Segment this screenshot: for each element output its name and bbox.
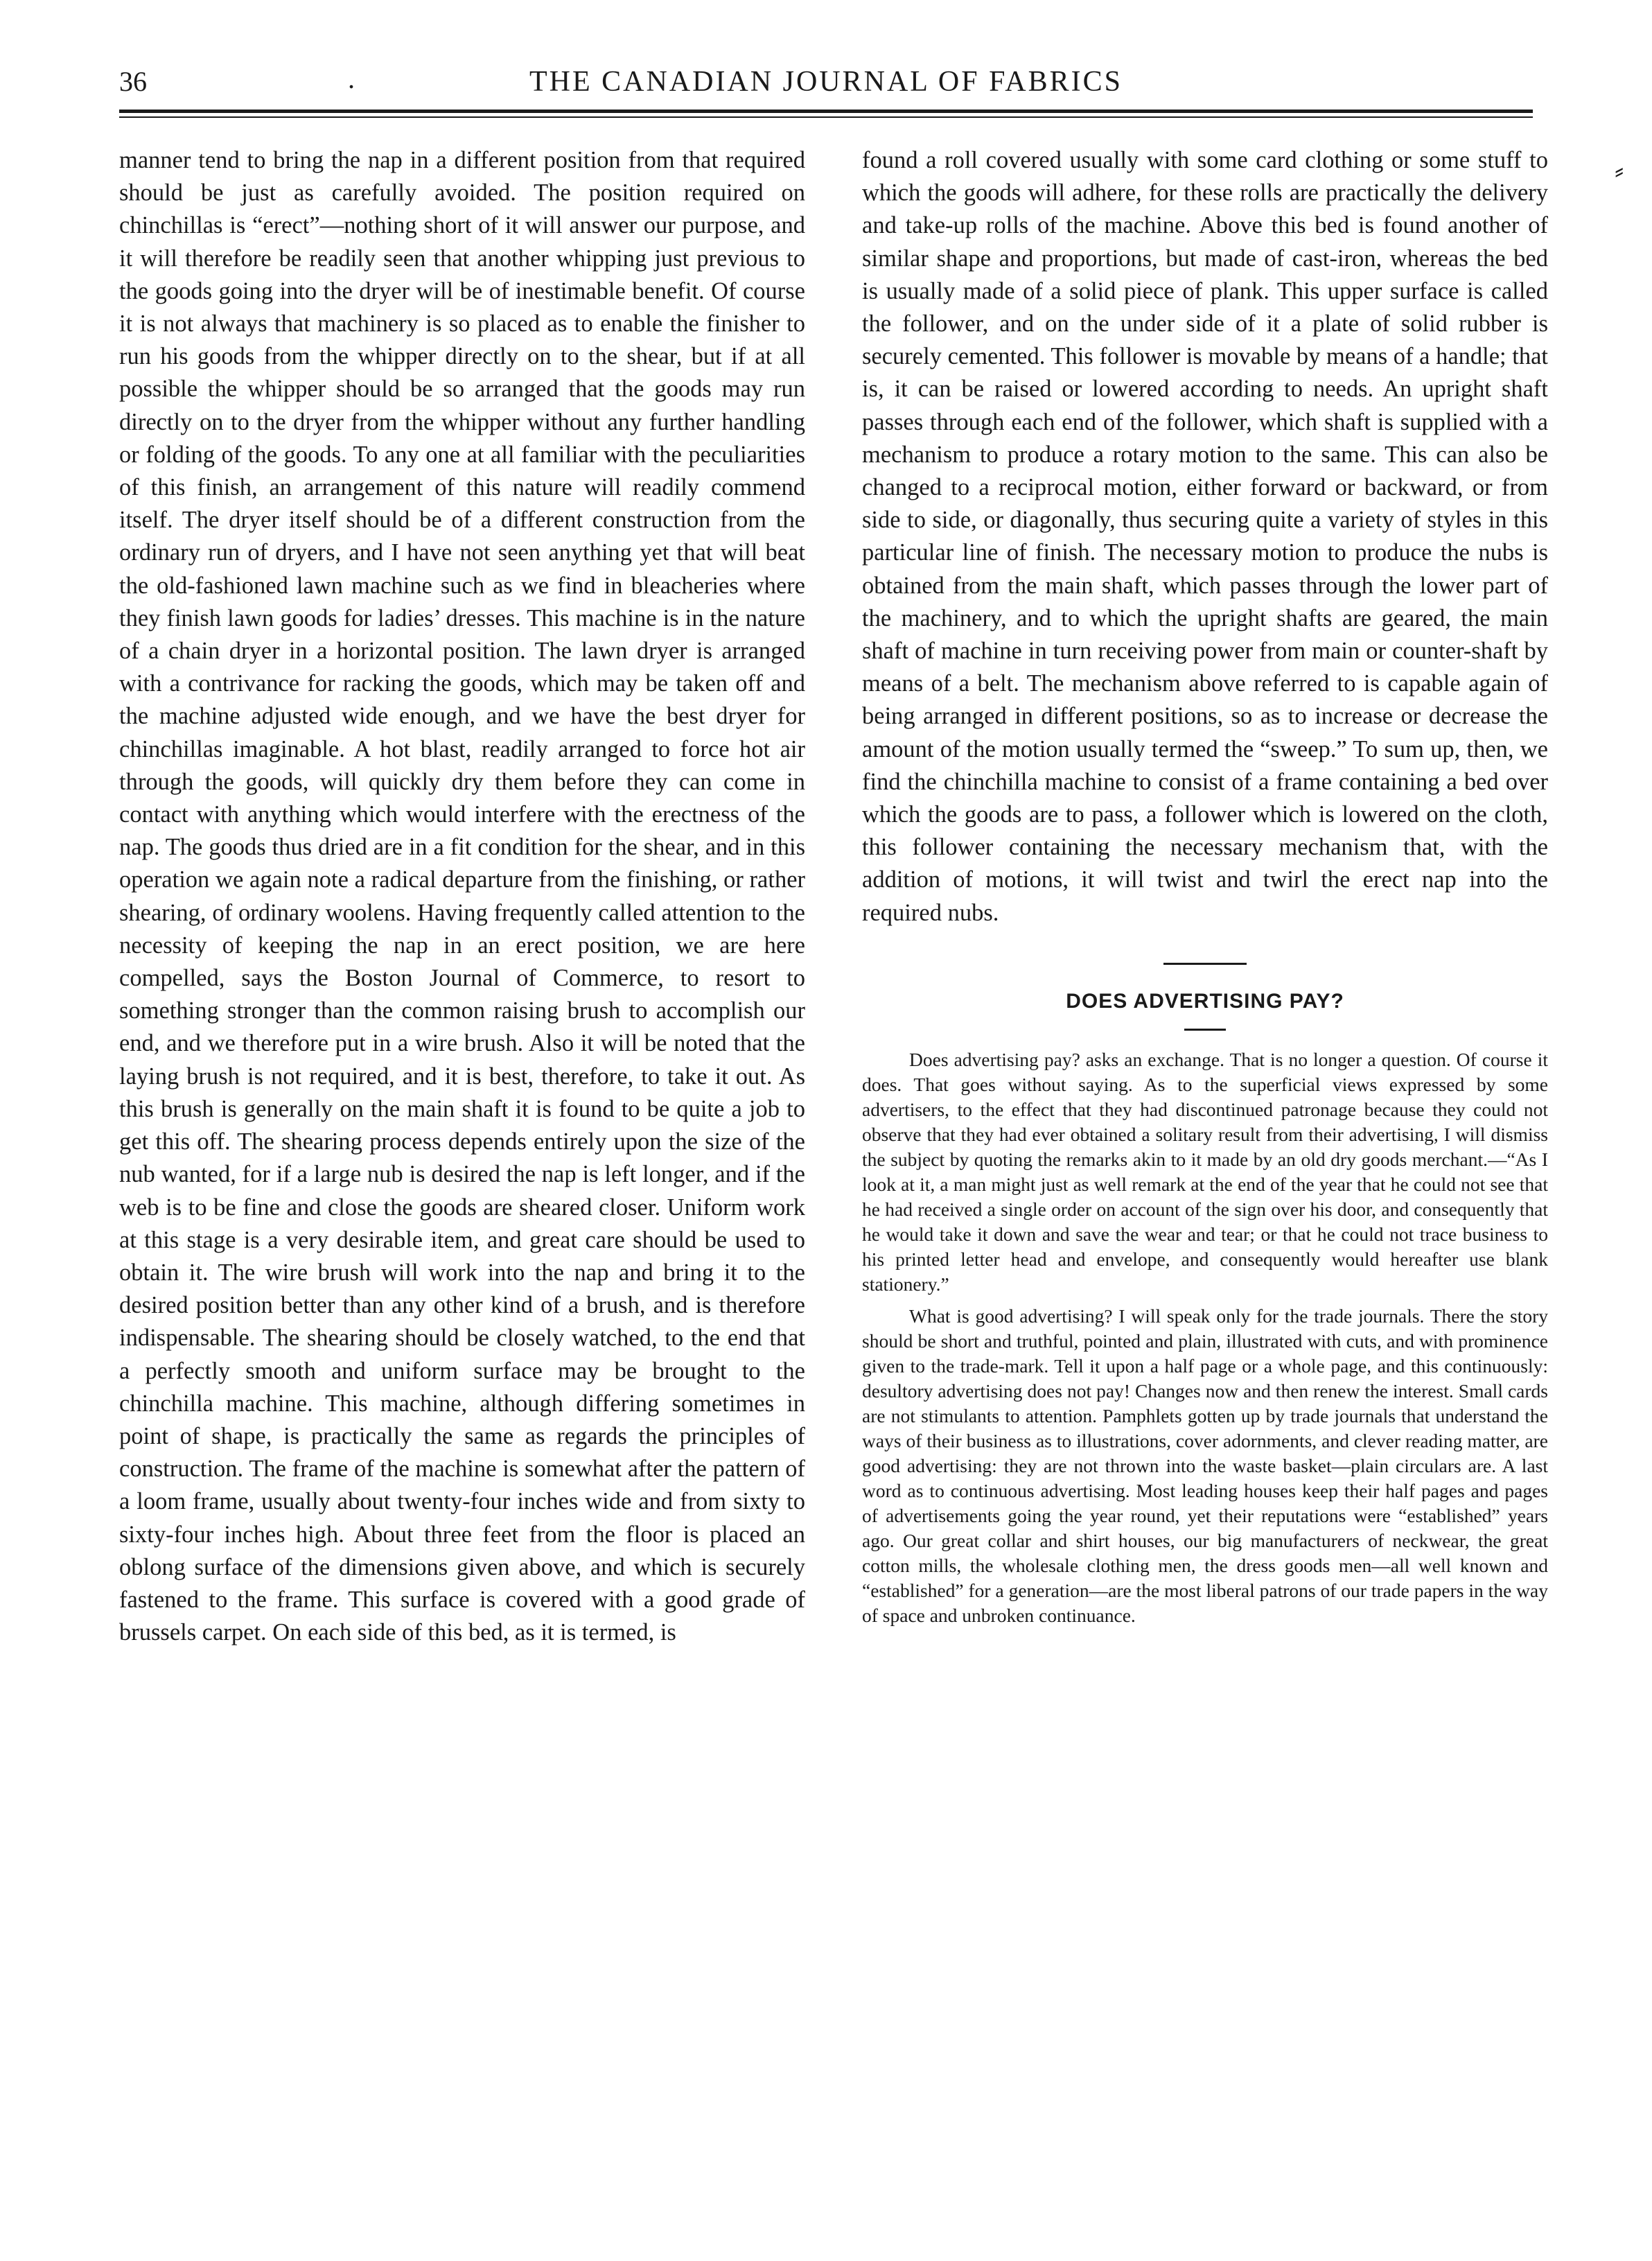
right-column-paragraph: found a roll covered usually with some card clothing or some stuff to which the goods will adhere, for these rolls are practically the delivery and take-up rolls of the machine. Above this bed is found another of similar shape and proportions, but made of cast-iron, whereas the bed is usually made of a solid piece of plank. This upper surface is called the follower, and on the under side of it a plate of solid rubber is securely cemented. This follower is movable by means of a handle; that is, it can be raised or lowered according to needs. An upright shaft passes through each end of the follower, which shaft is supplied with a mechanism to produce a rotary motion to the same. This can also be changed to a reciprocal motion, either forward or backward, or from side to side, or diagonally, thus securing quite a variety of styles in this particular line of finish. The necessary motion to produce the nubs is obtained from the main shaft, which passes through the lower part of the machinery, and to which the upright shafts are geared, the main shaft of machine in turn receiving power from main or counter-shaft by means of a belt. The mechanism above referred to is capable again of being arranged in different positions, so as to increase or decrease the amount of the motion usually termed the “sweep.” To sum up, then, we find the chinchilla machine to consist of a frame containing a bed over which the goods are to pass, a follower which is lowered on the cloth, this follower containing the necessary mechanism that, with the addition of motions, it will twist and twirl the erect nap into the required nubs. (862, 147, 1548, 926)
article-paragraph: Does advertising pay? asks an exchange. That is no longer a question. Of course it does. That goes without saying. As to the superficial views expressed by some advertisers, to the effect that they had discontinued patronage because they could not observe that they had ever obtained a solitary result from their advertising, I will dismiss the subject by quoting the remarks akin to it made by an old dry goods merchant.—“As I look at it, a man might just as well remark at the end of the year that he could not see that he had received a single order on account of the sign over his door, and consequently that he would take it down and save the wear and tear; or that he could not trace business to his printed letter head and envelope, and consequently would hereafter use blank stationery.” (862, 1048, 1548, 1295)
running-header (119, 55, 1533, 111)
left-column (119, 144, 805, 1649)
left-column-paragraph: manner tend to bring the nap in a different position from that required should be just as carefully avoided. The position required on chinchillas is “erect”—nothing short of it will answer our purpose, and it will therefore be readily seen that another whipping just previous to the goods going into the dryer will be of inestimable benefit. Of course it is not always that machinery is so placed as to enable the finisher to run his goods from the whipper directly on to the shear, but if at all possible the whipper should be so arranged that the goods may run directly on to the dryer from the whipper without any further handling or folding of the goods. To any one at all familiar with the peculiarities of this finish, an arrangement of this nature will readily commend itself. The dryer itself should be of a different construction from the ordinary run of dryers, and I have not seen anything yet that will beat the old-fashioned lawn machine such as we find in bleacheries where they finish lawn goods for ladies’ dresses. This machine is in the nature of a chain dryer in a horizontal position. The lawn dryer is arranged with a contrivance for racking the goods, which may be taken off and the machine adjusted wide enough, and we have the best dryer for chinchillas imaginable. A hot blast, readily arranged to force hot air through the goods, will quickly dry them before they can come in contact with anything which would interfere with the erectness of the nap. The goods thus dried are in a fit condition for the shear, and in this operation we again note a radical departure from the finishing, or rather shearing, of ordinary woolens. Having frequently called attention to the necessity of keeping the nap in an erect position, we are here compelled, says the Boston Journal of Commerce, to resort to something stronger than the common raising brush to accomplish our end, and we therefore put in a wire brush. Also it will be noted that the laying brush is not required, and it is best, therefore, to take it out. As this brush is generally on the main shaft it is found to be quite a job to get this off. The shearing process depends entirely upon the size of the nub wanted, for if a large nub is desired the nap is left longer, and if the web is to be fine and close the goods are sheared closer. Uniform work at this stage is a very desirable item, and great care should be used to obtain it. The wire brush will work into the nap and bring it to the desired position better than any other kind of a brush, and is therefore indispensable. The shearing should be closely watched, to the end that a perfectly smooth and uniform surface may be brought to the chinchilla machine. This machine, although differing sometimes in point of shape, is practically the same as regards the principles of construction. The frame of the machine is somewhat after the pattern of a loom frame, usually about twenty-four inches wide and from sixty to sixty-four inches high. About three feet from the floor is placed an oblong surface of the dimensions given above, and which is securely fastened to the frame. This surface is covered with a good grade of brussels carpet. On each side of this bed, as it is termed, is (119, 147, 805, 1646)
header-separator: . (348, 63, 355, 94)
header-rule-thick (119, 110, 1533, 113)
journal-title: THE CANADIAN JOURNAL OF FABRICS (529, 66, 1123, 98)
article-title: DOES ADVERTISING PAY? (1066, 989, 1344, 1013)
margin-mark: ⸗ (1615, 155, 1624, 186)
header-rule-thin (119, 116, 1533, 118)
article-paragraph: What is good advertising? I will speak only for the trade journals. There the story should be short and truthful, pointed and plain, illustrated with cuts, and with prominence given to the trade-mark. Tell it upon a half page or a whole page, and this continuously: desultory advertising does not pay! Changes now and then renew the interest. Small cards are not stimulants to attention. Pamphlets gotten up by trade journals that understand the ways of their business as to illustrations, cover adornments, and clever reading matter, are good advertising: they are not thrown into the waste basket—plain circulars are. A last word as to continuous advertising. Most leading houses keep their half pages and pages of advertisements going the year round, yet their reputations were “established” years ago. Our great collar and shirt houses, our big manufacturers of neckwear, the great cotton mills, the wholesale clothing men, the dress goods men—all well known and “established” for a generation—are the most liberal patrons of our trade papers in the way of space and unbroken continuance. (862, 1304, 1548, 1626)
title-underline (1184, 1029, 1226, 1031)
section-divider (1163, 963, 1247, 965)
right-column (862, 144, 1548, 1628)
page-number: 36 (119, 66, 147, 97)
